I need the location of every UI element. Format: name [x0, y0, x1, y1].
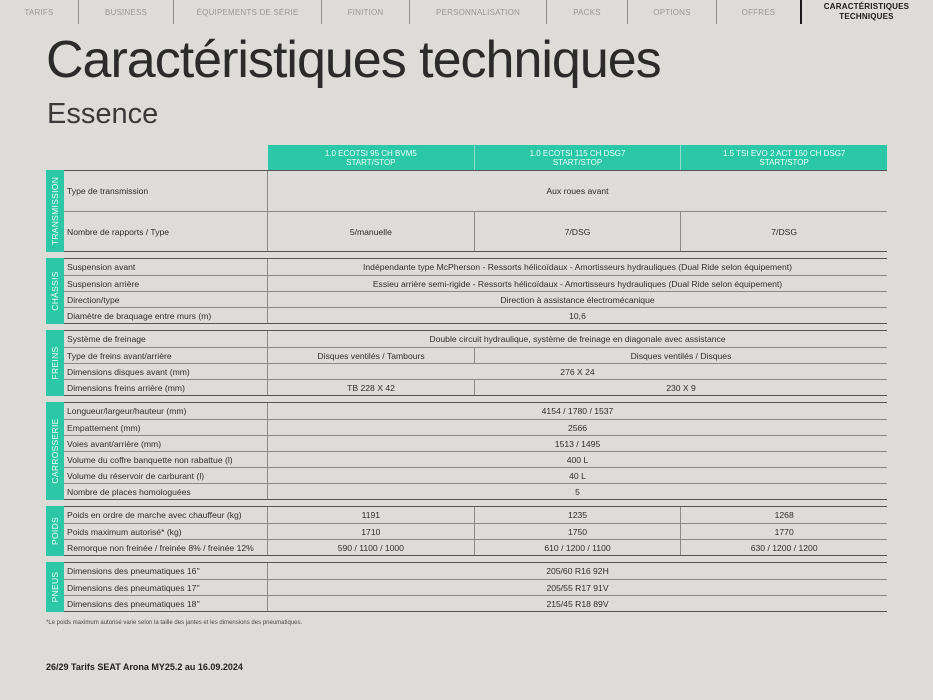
row-label: Diamètre de braquage entre murs (m)	[64, 308, 268, 323]
column-header-line1: 1.0 ECOTSI 95 CH BVM5	[324, 148, 417, 158]
nav-tab-packs[interactable]: PACKS	[573, 7, 601, 17]
table-row	[64, 403, 887, 419]
section-rows	[64, 506, 887, 556]
column-header-line2: START/STOP	[346, 157, 396, 167]
nav-tab-business[interactable]: BUSINESS	[104, 7, 148, 17]
row-value: 610 / 1200 / 1100	[474, 540, 681, 555]
nav-tab-personnalisation[interactable]: PERSONNALISATION	[436, 7, 520, 17]
section-transmission	[46, 170, 887, 252]
row-value: 400 L	[566, 454, 589, 465]
table-row	[64, 307, 887, 323]
row-value: 1513 / 1495	[554, 438, 601, 449]
row-label: Type de transmission	[64, 171, 268, 211]
section-label: FREINS	[50, 346, 60, 380]
section-rows	[64, 562, 887, 612]
row-value: 5	[575, 486, 580, 497]
table-row	[64, 379, 887, 395]
nav-tab-finition[interactable]: FINITION	[347, 7, 384, 17]
section-label: PNEUS	[50, 571, 60, 603]
table-row	[64, 419, 887, 435]
row-value: 4154 / 1780 / 1537	[541, 406, 614, 416]
section-pneus	[46, 562, 887, 612]
row-value: 5/manuelle	[349, 226, 392, 237]
table-row	[64, 483, 887, 499]
row-label: Remorque non freinée / freinée 8% / freinée 12%	[64, 540, 268, 555]
table-row	[64, 435, 887, 451]
row-label: Direction/type	[64, 292, 268, 307]
section-label: CHÂSSIS	[50, 271, 60, 311]
table-header	[268, 145, 887, 170]
row-value: Indépendante type McPherson - Ressorts hélicoïdaux - Amortisseurs hydrauliques (Dual Ride selon équipement)	[363, 262, 792, 272]
row-value: 1710	[361, 526, 381, 537]
column-header-engine-1	[268, 145, 474, 170]
row-value: TB 228 X 42	[347, 382, 395, 393]
column-header-engine-2	[474, 145, 681, 170]
table-row	[64, 275, 887, 291]
section-tab-carrosserie	[46, 402, 64, 500]
section-tab-poids	[46, 506, 64, 556]
row-value: 40 L	[569, 470, 586, 481]
row-label: Poids en ordre de marche avec chauffeur (kg)	[64, 507, 268, 523]
page-title: Caractéristiques techniques	[46, 31, 661, 89]
section-rows	[64, 170, 887, 252]
section-label: TRANSMISSION	[50, 176, 60, 246]
section-tab-freins	[46, 330, 64, 396]
section-tab-transmission	[46, 170, 64, 252]
table-row	[64, 451, 887, 467]
section-rows	[64, 330, 887, 396]
table-row	[64, 291, 887, 307]
nav-active-line2: TECHNIQUES	[839, 12, 894, 21]
table-row	[64, 467, 887, 483]
row-label: Longueur/largeur/hauteur (mm)	[64, 403, 268, 419]
section-rows	[64, 402, 887, 500]
row-value: 1268	[680, 507, 887, 523]
footnote: *Le poids maximum autorisé varie selon la taille des jantes et les dimensions des pneumatiques.	[46, 620, 303, 626]
row-value: 276 X 24	[560, 366, 595, 377]
column-header-engine-3	[680, 145, 887, 170]
table-row	[64, 507, 887, 523]
row-label: Dimensions freins arrière (mm)	[64, 380, 268, 395]
row-value: 1191	[361, 510, 381, 520]
row-value: 1235	[474, 507, 681, 523]
row-value: 205/60 R16 92H	[546, 566, 609, 576]
table-row	[64, 523, 887, 539]
page-footer: 26/29 Tarifs SEAT Arona MY25.2 au 16.09.2024	[46, 662, 243, 672]
row-value: Double circuit hydraulique, système de freinage en diagonale avec assistance	[429, 334, 726, 344]
row-label: Suspension avant	[64, 259, 268, 275]
section-poids	[46, 506, 887, 556]
table-row	[64, 539, 887, 555]
table-row	[64, 563, 887, 579]
table-row	[64, 595, 887, 611]
specs-table	[46, 145, 887, 612]
row-label: Dimensions des pneumatiques 17''	[64, 580, 268, 595]
row-value: 10,6	[569, 310, 586, 321]
section-label: CARROSSERIE	[50, 418, 60, 484]
nav-active-line1: CARACTÉRISTIQUES	[823, 2, 910, 11]
row-value: 590 / 1100 / 1000	[337, 542, 404, 553]
row-label: Suspension arrière	[64, 276, 268, 291]
table-row	[64, 211, 887, 251]
row-value: 2566	[567, 422, 588, 433]
row-value: Disques ventilés / Disques	[474, 348, 887, 363]
row-label: Nombre de places homologuées	[64, 484, 268, 499]
page-subtitle: Essence	[47, 98, 159, 130]
row-value: Aux roues avant	[546, 186, 609, 196]
row-label: Dimensions des pneumatiques 16''	[64, 563, 268, 579]
table-row	[64, 331, 887, 347]
row-value: Direction à assistance électromécanique	[500, 294, 655, 305]
nav-tab-tarifs[interactable]: TARIFS	[24, 7, 54, 17]
row-label: Système de freinage	[64, 331, 268, 347]
column-header-line2: START/STOP	[759, 157, 809, 167]
table-row	[64, 579, 887, 595]
row-value: Disques ventilés / Tambours	[317, 350, 425, 361]
row-label: Volume du réservoir de carburant (l)	[64, 468, 268, 483]
row-value: 1770	[680, 524, 887, 539]
table-row	[64, 259, 887, 275]
section-tab-chassis	[46, 258, 64, 324]
row-value: 230 X 9	[474, 380, 887, 395]
nav-tab-options[interactable]: OPTIONS	[653, 7, 691, 17]
row-value: Essieu arrière semi-rigide - Ressorts hélicoïdaux - Amortisseurs hydrauliques (Dual Ride selon équipement)	[372, 278, 783, 289]
nav-tab-offres[interactable]: OFFRES	[741, 7, 776, 17]
row-label: Poids maximum autorisé* (kg)	[64, 524, 268, 539]
row-label: Dimensions disques avant (mm)	[64, 364, 268, 379]
section-freins	[46, 330, 887, 396]
row-value: 7/DSG	[680, 212, 887, 251]
section-label: POIDS	[50, 517, 60, 545]
table-row	[64, 363, 887, 379]
row-label: Type de freins avant/arrière	[64, 348, 268, 363]
top-nav	[0, 0, 933, 24]
section-carrosserie	[46, 402, 887, 500]
row-value: 1750	[474, 524, 681, 539]
column-header-line1: 1.5 TSI EVO 2 ACT 150 CH DSG7	[722, 148, 846, 158]
section-rows	[64, 258, 887, 324]
row-value: 7/DSG	[474, 212, 681, 251]
column-header-line2: START/STOP	[552, 157, 603, 167]
table-row	[64, 171, 887, 211]
table-row	[64, 347, 887, 363]
row-value: 630 / 1200 / 1200	[680, 540, 887, 555]
nav-tab-equipements[interactable]: ÉQUIPEMENTS DE SÉRIE	[196, 7, 299, 17]
row-label: Volume du coffre banquette non rabattue (l)	[64, 452, 268, 467]
row-value: 215/45 R18 89V	[546, 598, 609, 609]
row-label: Nombre de rapports / Type	[64, 212, 268, 251]
column-header-line1: 1.0 ECOTSI 115 CH DSG7	[529, 148, 626, 158]
section-tab-pneus	[46, 562, 64, 612]
row-label: Empattement (mm)	[64, 420, 268, 435]
section-chassis	[46, 258, 887, 324]
row-value: 205/55 R17 91V	[546, 582, 609, 593]
row-label: Dimensions des pneumatiques 18''	[64, 596, 268, 611]
nav-tab-caracteristiques[interactable]	[802, 0, 932, 24]
row-label: Voies avant/arrière (mm)	[64, 436, 268, 451]
